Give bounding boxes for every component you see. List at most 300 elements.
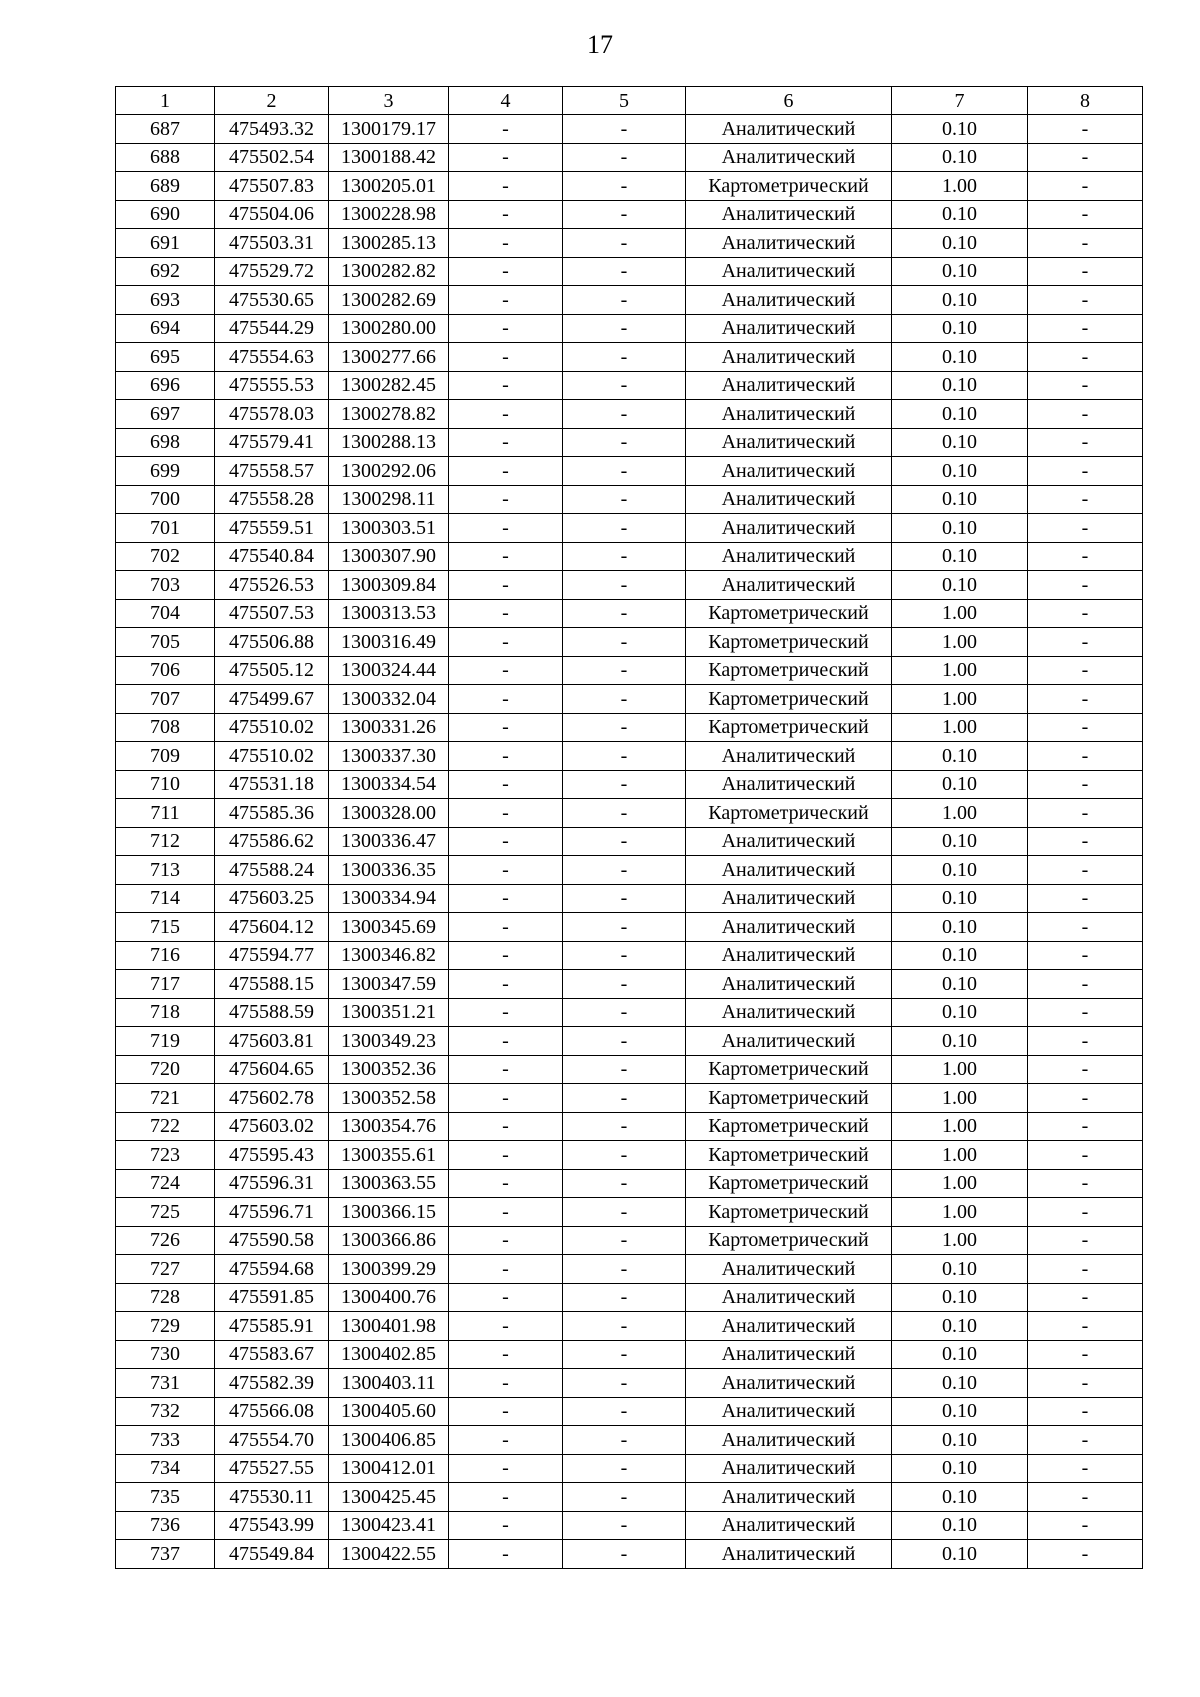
table-row [116,799,1143,828]
point-number-cell: 694 [116,314,215,343]
y-coordinate-cell: 1300188.42 [329,143,449,172]
table-row [116,514,1143,543]
col4-cell: - [449,542,563,571]
accuracy-cell: 0.10 [892,400,1028,429]
point-number-cell: 735 [116,1483,215,1512]
table-header-row [116,87,1143,115]
accuracy-cell: 0.10 [892,1397,1028,1426]
method-cell: Аналитический [686,970,892,999]
point-number-cell: 717 [116,970,215,999]
col4-cell: - [449,1141,563,1170]
accuracy-cell: 1.00 [892,1084,1028,1113]
method-cell: Аналитический [686,200,892,229]
point-number-cell: 720 [116,1055,215,1084]
method-cell: Аналитический [686,742,892,771]
col5-cell: - [563,770,686,799]
x-coordinate-cell: 475555.53 [215,371,329,400]
col5-cell: - [563,1426,686,1455]
table-row [116,400,1143,429]
col4-cell: - [449,485,563,514]
point-number-cell: 690 [116,200,215,229]
method-cell: Аналитический [686,1340,892,1369]
col4-cell: - [449,1198,563,1227]
method-cell: Аналитический [686,343,892,372]
y-coordinate-cell: 1300352.36 [329,1055,449,1084]
accuracy-cell: 0.10 [892,542,1028,571]
col5-cell: - [563,713,686,742]
col5-cell: - [563,1169,686,1198]
y-coordinate-cell: 1300332.04 [329,685,449,714]
col8-cell: - [1028,343,1143,372]
point-number-cell: 695 [116,343,215,372]
point-number-cell: 727 [116,1255,215,1284]
col8-cell: - [1028,1084,1143,1113]
y-coordinate-cell: 1300403.11 [329,1369,449,1398]
point-number-cell: 693 [116,286,215,315]
column-header: 3 [329,87,449,115]
point-number-cell: 691 [116,229,215,258]
y-coordinate-cell: 1300307.90 [329,542,449,571]
accuracy-cell: 0.10 [892,1511,1028,1540]
method-cell: Аналитический [686,485,892,514]
col8-cell: - [1028,229,1143,258]
table-row [116,571,1143,600]
col5-cell: - [563,343,686,372]
col4-cell: - [449,1483,563,1512]
method-cell: Аналитический [686,514,892,543]
x-coordinate-cell: 475504.06 [215,200,329,229]
accuracy-cell: 0.10 [892,1483,1028,1512]
table-row [116,656,1143,685]
table-row [116,1226,1143,1255]
point-number-cell: 718 [116,998,215,1027]
col8-cell: - [1028,485,1143,514]
x-coordinate-cell: 475502.54 [215,143,329,172]
col5-cell: - [563,428,686,457]
method-cell: Аналитический [686,1312,892,1341]
col8-cell: - [1028,685,1143,714]
table-row [116,1511,1143,1540]
x-coordinate-cell: 475588.59 [215,998,329,1027]
y-coordinate-cell: 1300179.17 [329,115,449,144]
x-coordinate-cell: 475595.43 [215,1141,329,1170]
col4-cell: - [449,1027,563,1056]
x-coordinate-cell: 475603.25 [215,884,329,913]
table-row [116,428,1143,457]
x-coordinate-cell: 475529.72 [215,257,329,286]
point-number-cell: 699 [116,457,215,486]
point-number-cell: 729 [116,1312,215,1341]
accuracy-cell: 0.10 [892,1340,1028,1369]
y-coordinate-cell: 1300277.66 [329,343,449,372]
x-coordinate-cell: 475544.29 [215,314,329,343]
method-cell: Картометрический [686,628,892,657]
accuracy-cell: 0.10 [892,428,1028,457]
method-cell: Аналитический [686,1540,892,1569]
y-coordinate-cell: 1300345.69 [329,913,449,942]
col5-cell: - [563,1454,686,1483]
x-coordinate-cell: 475554.70 [215,1426,329,1455]
accuracy-cell: 1.00 [892,1141,1028,1170]
col8-cell: - [1028,599,1143,628]
accuracy-cell: 0.10 [892,913,1028,942]
x-coordinate-cell: 475499.67 [215,685,329,714]
point-number-cell: 736 [116,1511,215,1540]
col5-cell: - [563,1283,686,1312]
table-row [116,1369,1143,1398]
table-row [116,1141,1143,1170]
col8-cell: - [1028,1426,1143,1455]
table-body [116,115,1143,1569]
col5-cell: - [563,1226,686,1255]
col5-cell: - [563,1027,686,1056]
col4-cell: - [449,884,563,913]
x-coordinate-cell: 475505.12 [215,656,329,685]
col5-cell: - [563,656,686,685]
col5-cell: - [563,1483,686,1512]
col8-cell: - [1028,856,1143,885]
col4-cell: - [449,343,563,372]
col8-cell: - [1028,1226,1143,1255]
col8-cell: - [1028,457,1143,486]
table-row [116,1169,1143,1198]
x-coordinate-cell: 475585.36 [215,799,329,828]
y-coordinate-cell: 1300282.69 [329,286,449,315]
col5-cell: - [563,856,686,885]
table-row [116,485,1143,514]
x-coordinate-cell: 475603.81 [215,1027,329,1056]
col8-cell: - [1028,770,1143,799]
col5-cell: - [563,514,686,543]
col8-cell: - [1028,884,1143,913]
col4-cell: - [449,286,563,315]
table-row [116,998,1143,1027]
x-coordinate-cell: 475588.15 [215,970,329,999]
y-coordinate-cell: 1300313.53 [329,599,449,628]
col4-cell: - [449,1312,563,1341]
col5-cell: - [563,998,686,1027]
method-cell: Аналитический [686,1511,892,1540]
col8-cell: - [1028,998,1143,1027]
col5-cell: - [563,742,686,771]
y-coordinate-cell: 1300282.45 [329,371,449,400]
col4-cell: - [449,428,563,457]
col8-cell: - [1028,1255,1143,1284]
method-cell: Аналитический [686,371,892,400]
col4-cell: - [449,1511,563,1540]
point-number-cell: 723 [116,1141,215,1170]
y-coordinate-cell: 1300422.55 [329,1540,449,1569]
point-number-cell: 688 [116,143,215,172]
col8-cell: - [1028,941,1143,970]
accuracy-cell: 0.10 [892,314,1028,343]
table-row [116,143,1143,172]
y-coordinate-cell: 1300346.82 [329,941,449,970]
x-coordinate-cell: 475559.51 [215,514,329,543]
col4-cell: - [449,1397,563,1426]
x-coordinate-cell: 475603.02 [215,1112,329,1141]
col5-cell: - [563,685,686,714]
accuracy-cell: 0.10 [892,1454,1028,1483]
point-number-cell: 734 [116,1454,215,1483]
x-coordinate-cell: 475549.84 [215,1540,329,1569]
point-number-cell: 701 [116,514,215,543]
x-coordinate-cell: 475566.08 [215,1397,329,1426]
table-row [116,1312,1143,1341]
method-cell: Картометрический [686,685,892,714]
col8-cell: - [1028,628,1143,657]
y-coordinate-cell: 1300351.21 [329,998,449,1027]
y-coordinate-cell: 1300285.13 [329,229,449,258]
y-coordinate-cell: 1300336.47 [329,827,449,856]
y-coordinate-cell: 1300400.76 [329,1283,449,1312]
point-number-cell: 705 [116,628,215,657]
col8-cell: - [1028,115,1143,144]
col8-cell: - [1028,286,1143,315]
method-cell: Аналитический [686,571,892,600]
x-coordinate-cell: 475594.68 [215,1255,329,1284]
y-coordinate-cell: 1300303.51 [329,514,449,543]
method-cell: Аналитический [686,884,892,913]
point-number-cell: 716 [116,941,215,970]
point-number-cell: 712 [116,827,215,856]
col8-cell: - [1028,1141,1143,1170]
accuracy-cell: 1.00 [892,172,1028,201]
col8-cell: - [1028,1112,1143,1141]
point-number-cell: 726 [116,1226,215,1255]
x-coordinate-cell: 475591.85 [215,1283,329,1312]
method-cell: Аналитический [686,1255,892,1284]
accuracy-cell: 0.10 [892,115,1028,144]
col4-cell: - [449,1454,563,1483]
table-row [116,599,1143,628]
page-number: 17 [587,30,613,59]
col5-cell: - [563,970,686,999]
accuracy-cell: 0.10 [892,1255,1028,1284]
table-row [116,1340,1143,1369]
accuracy-cell: 0.10 [892,457,1028,486]
col5-cell: - [563,1369,686,1398]
col8-cell: - [1028,1312,1143,1341]
table-row [116,1397,1143,1426]
table-row [116,1454,1143,1483]
col5-cell: - [563,1198,686,1227]
y-coordinate-cell: 1300288.13 [329,428,449,457]
method-cell: Аналитический [686,770,892,799]
col8-cell: - [1028,200,1143,229]
method-cell: Аналитический [686,115,892,144]
method-cell: Картометрический [686,656,892,685]
col8-cell: - [1028,514,1143,543]
x-coordinate-cell: 475594.77 [215,941,329,970]
col8-cell: - [1028,1511,1143,1540]
col5-cell: - [563,286,686,315]
method-cell: Аналитический [686,1369,892,1398]
method-cell: Аналитический [686,143,892,172]
col4-cell: - [449,742,563,771]
method-cell: Картометрический [686,799,892,828]
point-number-cell: 713 [116,856,215,885]
table-row [116,713,1143,742]
col5-cell: - [563,1141,686,1170]
col8-cell: - [1028,799,1143,828]
x-coordinate-cell: 475596.71 [215,1198,329,1227]
table-row [116,1112,1143,1141]
col8-cell: - [1028,314,1143,343]
col5-cell: - [563,628,686,657]
y-coordinate-cell: 1300366.86 [329,1226,449,1255]
col8-cell: - [1028,542,1143,571]
accuracy-cell: 0.10 [892,998,1028,1027]
x-coordinate-cell: 475531.18 [215,770,329,799]
method-cell: Картометрический [686,1141,892,1170]
col4-cell: - [449,713,563,742]
point-number-cell: 715 [116,913,215,942]
table-row [116,628,1143,657]
x-coordinate-cell: 475507.53 [215,599,329,628]
table-row [116,314,1143,343]
method-cell: Картометрический [686,713,892,742]
col5-cell: - [563,1340,686,1369]
x-coordinate-cell: 475558.28 [215,485,329,514]
col5-cell: - [563,599,686,628]
y-coordinate-cell: 1300282.82 [329,257,449,286]
col8-cell: - [1028,970,1143,999]
point-number-cell: 707 [116,685,215,714]
y-coordinate-cell: 1300349.23 [329,1027,449,1056]
accuracy-cell: 0.10 [892,1369,1028,1398]
y-coordinate-cell: 1300352.58 [329,1084,449,1113]
table-row [116,913,1143,942]
column-header: 8 [1028,87,1143,115]
point-number-cell: 700 [116,485,215,514]
table-row [116,343,1143,372]
col4-cell: - [449,1540,563,1569]
col5-cell: - [563,1397,686,1426]
col8-cell: - [1028,400,1143,429]
method-cell: Аналитический [686,1283,892,1312]
accuracy-cell: 1.00 [892,656,1028,685]
col5-cell: - [563,257,686,286]
table-row [116,1283,1143,1312]
accuracy-cell: 1.00 [892,799,1028,828]
y-coordinate-cell: 1300401.98 [329,1312,449,1341]
col8-cell: - [1028,257,1143,286]
table-row [116,1055,1143,1084]
x-coordinate-cell: 475540.84 [215,542,329,571]
col4-cell: - [449,200,563,229]
method-cell: Аналитический [686,257,892,286]
col4-cell: - [449,913,563,942]
x-coordinate-cell: 475510.02 [215,713,329,742]
col4-cell: - [449,628,563,657]
col4-cell: - [449,514,563,543]
col8-cell: - [1028,371,1143,400]
accuracy-cell: 0.10 [892,1312,1028,1341]
col8-cell: - [1028,1055,1143,1084]
col8-cell: - [1028,713,1143,742]
coordinates-table [115,86,1143,1569]
col8-cell: - [1028,1483,1143,1512]
y-coordinate-cell: 1300406.85 [329,1426,449,1455]
x-coordinate-cell: 475590.58 [215,1226,329,1255]
col4-cell: - [449,172,563,201]
col8-cell: - [1028,172,1143,201]
col4-cell: - [449,457,563,486]
point-number-cell: 696 [116,371,215,400]
col5-cell: - [563,485,686,514]
x-coordinate-cell: 475578.03 [215,400,329,429]
col5-cell: - [563,200,686,229]
col4-cell: - [449,599,563,628]
method-cell: Аналитический [686,1454,892,1483]
point-number-cell: 724 [116,1169,215,1198]
col8-cell: - [1028,1169,1143,1198]
method-cell: Аналитический [686,1483,892,1512]
col4-cell: - [449,1283,563,1312]
column-header: 5 [563,87,686,115]
col5-cell: - [563,827,686,856]
x-coordinate-cell: 475558.57 [215,457,329,486]
table-row [116,941,1143,970]
accuracy-cell: 0.10 [892,229,1028,258]
accuracy-cell: 1.00 [892,599,1028,628]
table-row [116,1084,1143,1113]
y-coordinate-cell: 1300337.30 [329,742,449,771]
point-number-cell: 708 [116,713,215,742]
y-coordinate-cell: 1300278.82 [329,400,449,429]
y-coordinate-cell: 1300316.49 [329,628,449,657]
accuracy-cell: 1.00 [892,1112,1028,1141]
x-coordinate-cell: 475507.83 [215,172,329,201]
col4-cell: - [449,1084,563,1113]
col5-cell: - [563,457,686,486]
accuracy-cell: 0.10 [892,827,1028,856]
x-coordinate-cell: 475530.11 [215,1483,329,1512]
method-cell: Аналитический [686,229,892,258]
col5-cell: - [563,1084,686,1113]
accuracy-cell: 0.10 [892,884,1028,913]
y-coordinate-cell: 1300334.94 [329,884,449,913]
y-coordinate-cell: 1300334.54 [329,770,449,799]
col8-cell: - [1028,1198,1143,1227]
point-number-cell: 725 [116,1198,215,1227]
col4-cell: - [449,143,563,172]
col5-cell: - [563,884,686,913]
method-cell: Аналитический [686,1397,892,1426]
col4-cell: - [449,656,563,685]
x-coordinate-cell: 475588.24 [215,856,329,885]
point-number-cell: 737 [116,1540,215,1569]
x-coordinate-cell: 475596.31 [215,1169,329,1198]
col8-cell: - [1028,428,1143,457]
accuracy-cell: 0.10 [892,485,1028,514]
point-number-cell: 710 [116,770,215,799]
col5-cell: - [563,1255,686,1284]
accuracy-cell: 0.10 [892,514,1028,543]
col8-cell: - [1028,913,1143,942]
accuracy-cell: 0.10 [892,371,1028,400]
y-coordinate-cell: 1300412.01 [329,1454,449,1483]
y-coordinate-cell: 1300309.84 [329,571,449,600]
method-cell: Картометрический [686,1112,892,1141]
accuracy-cell: 0.10 [892,742,1028,771]
col4-cell: - [449,1112,563,1141]
point-number-cell: 704 [116,599,215,628]
accuracy-cell: 0.10 [892,343,1028,372]
col4-cell: - [449,827,563,856]
col5-cell: - [563,371,686,400]
